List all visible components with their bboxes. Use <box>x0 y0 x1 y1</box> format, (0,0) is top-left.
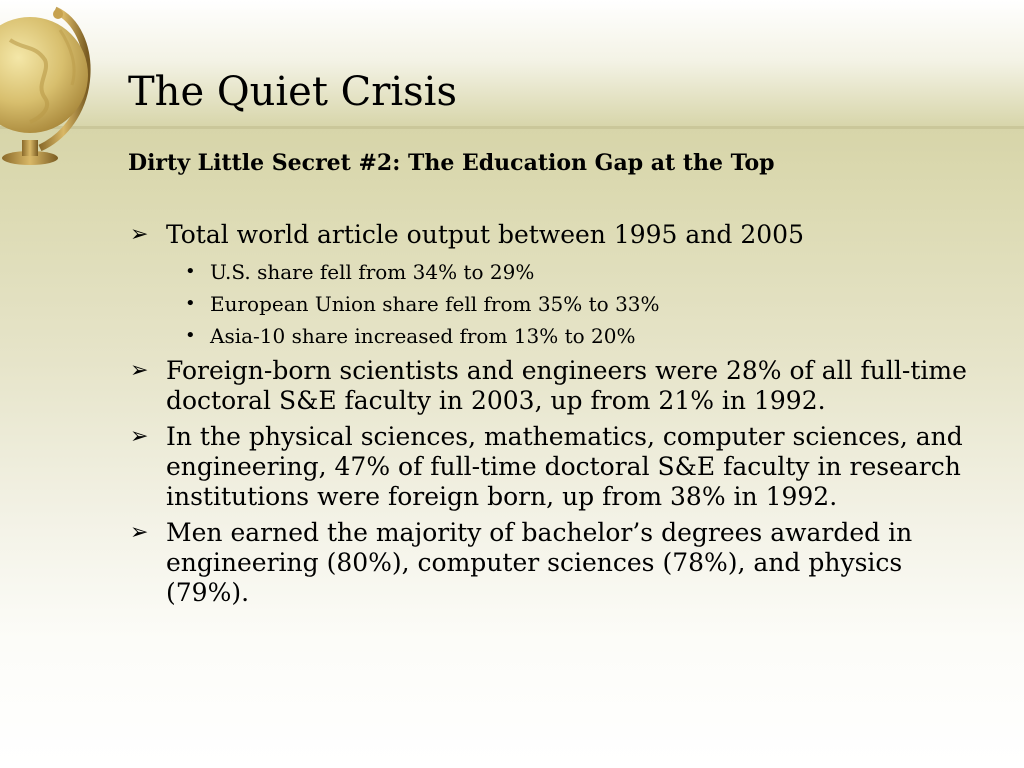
sub-bullet-asia-share <box>128 320 988 352</box>
arrow-bullet-icon: ➢ <box>130 520 149 545</box>
sub-bullet-text: Asia-10 share increased from 13% to 20% <box>210 324 636 348</box>
slide-subtitle: Dirty Little Secret #2: The Education Gap at the Top <box>128 150 775 176</box>
arrow-bullet-icon: ➢ <box>130 358 149 383</box>
bullet-bachelors-degrees <box>128 518 988 608</box>
dot-bullet-icon: • <box>185 293 196 314</box>
bullet-text: In the physical sciences, mathematics, computer sciences, and engineering, 47% of full-time doctoral S&E faculty in research institutions were foreign born, up from 38% in 1992. <box>166 422 963 511</box>
bullet-text: Men earned the majority of bachelor’s degrees awarded in engineering (80%), computer sciences (78%), and physics (79%). <box>166 518 913 607</box>
bullet-list <box>128 220 988 614</box>
arrow-bullet-icon: ➢ <box>130 222 149 247</box>
bullet-text: Foreign-born scientists and engineers were 28% of all full-time doctoral S&E faculty in 2003, up from 21% in 1992. <box>166 356 967 415</box>
sub-bullet-list <box>128 256 988 352</box>
sub-bullet-text: European Union share fell from 35% to 33% <box>210 292 660 316</box>
arrow-bullet-icon: ➢ <box>130 424 149 449</box>
sub-bullet-text: U.S. share fell from 34% to 29% <box>210 260 535 284</box>
title-divider <box>0 126 1024 129</box>
dot-bullet-icon: • <box>185 261 196 282</box>
slide-title: The Quiet Crisis <box>128 69 458 115</box>
globe-icon <box>0 0 130 170</box>
bullet-foreign-born-faculty <box>128 356 988 416</box>
sub-bullet-eu-share <box>128 288 988 320</box>
bullet-article-output <box>128 220 988 250</box>
bullet-text: Total world article output between 1995 and 2005 <box>166 220 804 249</box>
sub-bullet-us-share <box>128 256 988 288</box>
bullet-physical-sciences <box>128 422 988 512</box>
dot-bullet-icon: • <box>185 325 196 346</box>
